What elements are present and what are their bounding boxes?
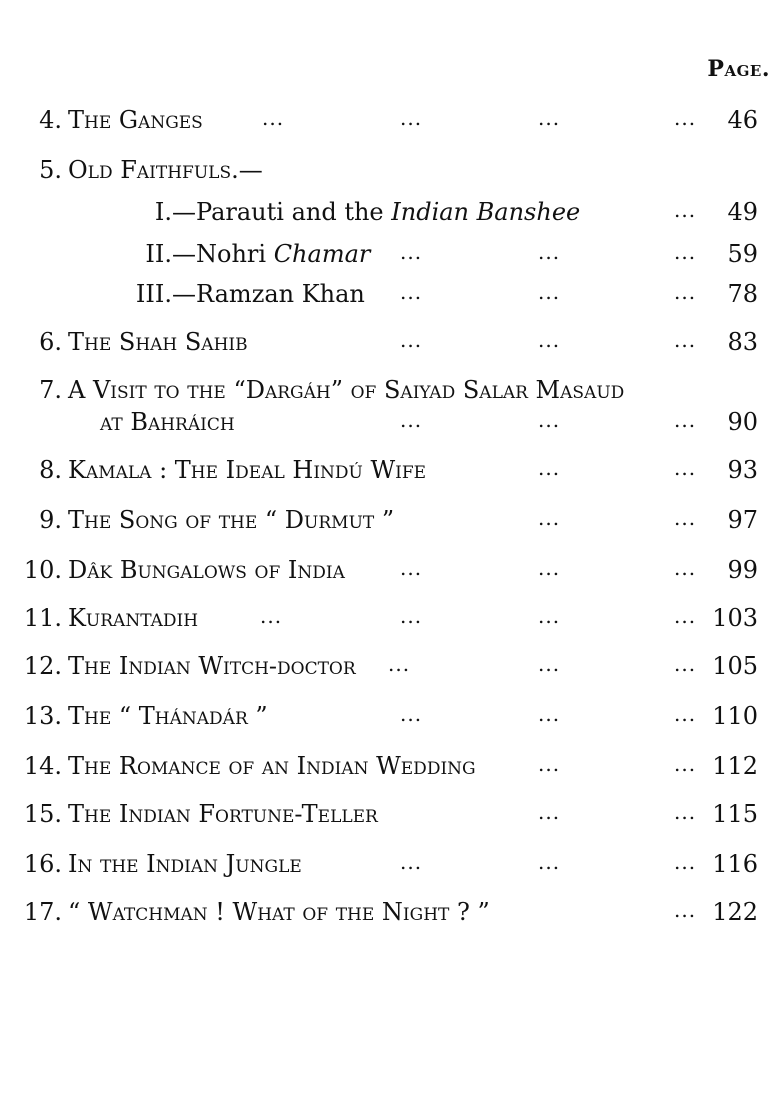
- entry-page: 112: [712, 752, 758, 780]
- entry-title: Kurantadih: [68, 604, 199, 632]
- entry-number: 13.: [23, 702, 62, 730]
- leader-dots: ...: [538, 456, 561, 480]
- entry-page: 90: [727, 408, 758, 436]
- leader-dots: ...: [674, 752, 697, 776]
- toc-entry: [0, 376, 780, 446]
- page-column-label: Page.: [707, 56, 770, 82]
- leader-dots: ...: [674, 898, 697, 922]
- entry-title: Dâk Bungalows of India: [68, 556, 345, 584]
- entry-page: 110: [712, 702, 758, 730]
- entry-number: 6.: [39, 328, 62, 356]
- leader-dots: ...: [674, 408, 697, 432]
- entry-number: 16.: [23, 850, 62, 878]
- entry-page: 99: [727, 556, 758, 584]
- leader-dots: ...: [538, 752, 561, 776]
- entry-number: 14.: [23, 752, 62, 780]
- leader-dots: ...: [538, 240, 561, 264]
- toc-subentry: [0, 280, 780, 320]
- toc-entry: [0, 702, 780, 742]
- toc-entry: [0, 106, 780, 146]
- toc-entry: [0, 456, 780, 496]
- entry-number: 15.: [23, 800, 62, 828]
- entry-page: 122: [712, 898, 758, 926]
- entry-number: 17.: [23, 898, 62, 926]
- leader-dots: ...: [400, 280, 423, 304]
- leader-dots: ...: [674, 604, 697, 628]
- leader-dots: ...: [674, 328, 697, 352]
- entry-page: 116: [712, 850, 758, 878]
- leader-dots: ...: [674, 702, 697, 726]
- leader-dots: ...: [400, 106, 423, 130]
- leader-dots: ...: [538, 106, 561, 130]
- leader-dots: ...: [538, 702, 561, 726]
- entry-page: 105: [712, 652, 758, 680]
- leader-dots: ...: [674, 652, 697, 676]
- entry-title: The “ Thánadár ”: [68, 702, 268, 730]
- entry-page: 83: [727, 328, 758, 356]
- subentry-numeral: II.: [145, 240, 172, 268]
- toc-entry: [0, 800, 780, 840]
- entry-page: 46: [727, 106, 758, 134]
- leader-dots: ...: [400, 556, 423, 580]
- leader-dots: ...: [538, 800, 561, 824]
- entry-title: The Romance of an Indian Wedding: [68, 752, 476, 780]
- leader-dots: ...: [538, 652, 561, 676]
- leader-dots: ...: [388, 652, 411, 676]
- entry-number: 7.: [39, 376, 62, 404]
- toc-entry: [0, 652, 780, 692]
- leader-dots: ...: [262, 106, 285, 130]
- toc-entry: [0, 556, 780, 596]
- entry-title: The Indian Fortune-Teller: [68, 800, 378, 828]
- leader-dots: ...: [674, 556, 697, 580]
- leader-dots: ...: [260, 604, 283, 628]
- entry-title-continued: at Bahráich: [100, 408, 235, 436]
- leader-dots: ...: [400, 702, 423, 726]
- toc-entry: [0, 604, 780, 644]
- leader-dots: ...: [674, 106, 697, 130]
- leader-dots: ...: [538, 280, 561, 304]
- entry-title: Old Faithfuls.—: [68, 156, 263, 184]
- entry-title: Kamala : The Ideal Hindú Wife: [68, 456, 427, 484]
- leader-dots: ...: [538, 850, 561, 874]
- entry-number: 8.: [39, 456, 62, 484]
- subentry-numeral: III.: [135, 280, 172, 308]
- leader-dots: ...: [538, 506, 561, 530]
- entry-number: 5.: [39, 156, 62, 184]
- toc-entry: [0, 156, 780, 196]
- leader-dots: ...: [674, 280, 697, 304]
- entry-page: 59: [727, 240, 758, 268]
- entry-title: The Shah Sahib: [68, 328, 248, 356]
- leader-dots: ...: [400, 604, 423, 628]
- entry-page: 93: [727, 456, 758, 484]
- leader-dots: ...: [674, 456, 697, 480]
- toc-subentry: [0, 240, 780, 280]
- leader-dots: ...: [674, 850, 697, 874]
- entry-title: The Ganges: [68, 106, 203, 134]
- entry-page: 103: [712, 604, 758, 632]
- leader-dots: ...: [400, 328, 423, 352]
- entry-title: The Song of the “ Durmut ”: [68, 506, 395, 534]
- subentry-title: —Nohri Chamar: [172, 240, 371, 268]
- leader-dots: ...: [674, 506, 697, 530]
- entry-number: 12.: [23, 652, 62, 680]
- toc-entry: [0, 850, 780, 890]
- entry-page: 49: [727, 198, 758, 226]
- toc-subentry: [0, 198, 780, 238]
- leader-dots: ...: [538, 408, 561, 432]
- entry-number: 4.: [39, 106, 62, 134]
- entry-title: The Indian Witch-doctor: [68, 652, 356, 680]
- entry-page: 97: [727, 506, 758, 534]
- entry-title: “ Watchman ! What of the Night ? ”: [68, 898, 490, 926]
- leader-dots: ...: [400, 850, 423, 874]
- entry-title: In the Indian Jungle: [68, 850, 302, 878]
- entry-title: A Visit to the “Dargáh” of Saiyad Salar Masaud: [68, 376, 625, 404]
- entry-page: 115: [712, 800, 758, 828]
- leader-dots: ...: [674, 240, 697, 264]
- entry-page: 78: [727, 280, 758, 308]
- entry-number: 11.: [23, 604, 62, 632]
- toc-entry: [0, 898, 780, 938]
- toc-entry: [0, 328, 780, 368]
- leader-dots: ...: [400, 240, 423, 264]
- subentry-title: —Ramzan Khan: [172, 280, 365, 308]
- leader-dots: ...: [674, 198, 697, 222]
- subentry-title: —Parauti and the Indian Banshee: [172, 198, 581, 226]
- leader-dots: ...: [538, 328, 561, 352]
- entry-number: 9.: [39, 506, 62, 534]
- entry-number: 10.: [23, 556, 62, 584]
- leader-dots: ...: [400, 408, 423, 432]
- toc-entry: [0, 506, 780, 546]
- leader-dots: ...: [538, 604, 561, 628]
- subentry-numeral: I.: [154, 198, 172, 226]
- toc-entry: [0, 752, 780, 792]
- leader-dots: ...: [674, 800, 697, 824]
- leader-dots: ...: [538, 556, 561, 580]
